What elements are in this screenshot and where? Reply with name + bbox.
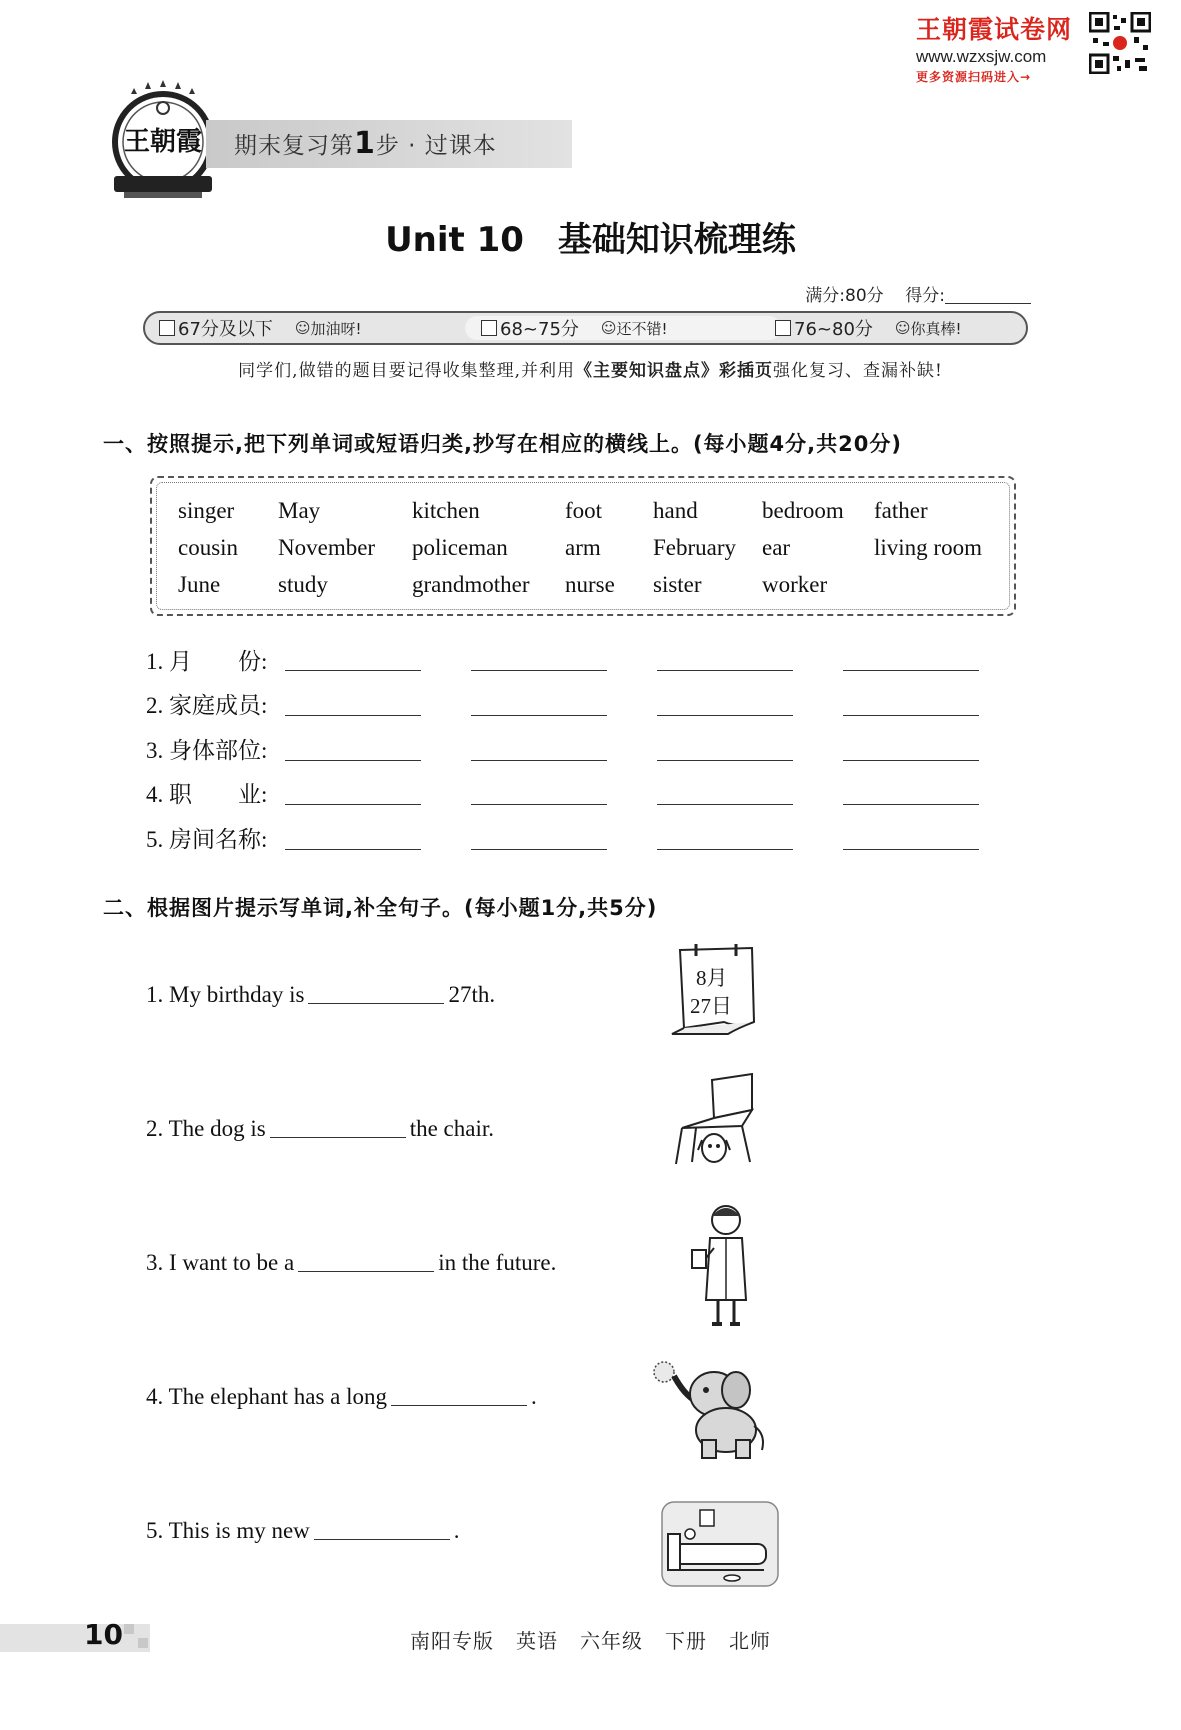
question-3 — [146, 1250, 556, 1276]
word-item: nurse — [565, 572, 615, 597]
page-title: Unit 10 基础知识梳理练 — [385, 220, 796, 260]
banner-step: 1 — [354, 126, 376, 161]
brand-hint: 更多资源扫码进入→ — [916, 70, 1032, 84]
word-item: worker — [762, 572, 828, 597]
banner-prefix: 期末复习第 — [234, 133, 354, 159]
word-item: kitchen — [412, 498, 480, 523]
word-item: foot — [565, 498, 603, 523]
word-bank — [150, 476, 1016, 616]
footer-subject: 英语 — [516, 1631, 558, 1653]
word-item: November — [278, 535, 376, 560]
grade-segment — [159, 316, 459, 340]
question-text-end: 27th. — [448, 982, 496, 1007]
answer-blank[interactable] — [308, 983, 444, 1004]
answer-blank[interactable] — [298, 1251, 434, 1272]
answer-blank[interactable] — [471, 760, 607, 761]
svg-text:王朝霞: 王朝霞 — [123, 127, 203, 157]
calendar-day: 27日 — [690, 994, 732, 1018]
chair-dog-icon — [672, 1070, 762, 1170]
word-item: singer — [178, 498, 235, 523]
answer-blank[interactable] — [843, 760, 979, 761]
qr-code-icon[interactable] — [1089, 12, 1151, 74]
category-label: 4. 职 业: — [146, 782, 268, 807]
answer-blank[interactable] — [285, 760, 421, 761]
grade-segment — [765, 316, 1015, 340]
brand-url[interactable]: www.wzxsjw.com — [916, 47, 1047, 66]
grade-segment — [465, 316, 781, 340]
answer-blank[interactable] — [657, 715, 793, 716]
word-item: cousin — [178, 535, 239, 560]
question-text-end: . — [531, 1384, 537, 1409]
answer-blank[interactable] — [285, 804, 421, 805]
calendar-picture — [668, 942, 764, 1038]
word-item: arm — [565, 535, 601, 560]
answer-blank[interactable] — [285, 670, 421, 671]
tip-bold: 《主要知识盘点》彩插页 — [574, 361, 773, 381]
grade-checkbox[interactable] — [775, 320, 791, 336]
brand-name: 王朝霞试卷网 — [916, 15, 1073, 44]
answer-blank[interactable] — [471, 804, 607, 805]
full-score: 满分:80分 — [805, 286, 884, 306]
answer-blank[interactable] — [285, 715, 421, 716]
word-item: June — [178, 572, 221, 597]
footer-volume: 下册 — [665, 1631, 707, 1653]
grade-mood: 还不错! — [616, 319, 668, 338]
footer-info — [0, 1625, 1181, 1654]
footer-grade: 六年级 — [580, 1631, 643, 1653]
page-number: 10 — [84, 1618, 123, 1651]
elephant-icon — [644, 1354, 774, 1464]
category-label: 5. 房间名称: — [146, 827, 268, 852]
word-item: father — [874, 498, 928, 523]
grade-range: 67分及以下 — [178, 319, 273, 340]
word-item: policeman — [412, 535, 508, 560]
question-5 — [146, 1518, 460, 1544]
word-item: May — [278, 498, 321, 523]
answer-blank[interactable] — [657, 804, 793, 805]
bedroom-icon — [660, 1500, 780, 1588]
question-text-end: the chair. — [409, 1116, 494, 1141]
score-blank[interactable] — [945, 287, 1031, 304]
question-2 — [146, 1116, 494, 1142]
answer-blank[interactable] — [843, 715, 979, 716]
answer-blank[interactable] — [843, 849, 979, 850]
category-label: 2. 家庭成员: — [146, 693, 268, 718]
banner-title — [234, 126, 497, 161]
smiley-icon: ☺ — [894, 319, 911, 337]
question-text: 5. This is my new — [146, 1518, 310, 1543]
doctor-icon — [686, 1200, 756, 1330]
brand-block — [916, 10, 1086, 85]
grade-mood: 你真棒! — [910, 319, 962, 338]
answer-blank[interactable] — [285, 849, 421, 850]
tip-text: 同学们,做错的题目要记得收集整理,并利用 — [238, 361, 575, 381]
question-text-end: . — [453, 1518, 460, 1543]
category-label: 3. 身体部位: — [146, 738, 268, 763]
word-item: bedroom — [762, 498, 844, 523]
wangzhaoxia-logo — [104, 80, 222, 206]
footer-publisher: 北师 — [729, 1631, 771, 1653]
score-line — [805, 281, 1031, 306]
word-item: hand — [653, 498, 698, 523]
grade-range: 68~75分 — [500, 319, 579, 340]
word-item: sister — [653, 572, 702, 597]
answer-blank[interactable] — [657, 670, 793, 671]
word-item: February — [653, 535, 737, 560]
answer-blank[interactable] — [314, 1519, 450, 1540]
question-text: 3. I want to be a — [146, 1250, 295, 1275]
banner-suffix: 步 · 过课本 — [375, 133, 497, 159]
tip-text-end: 强化复习、查漏补缺! — [772, 361, 943, 381]
score-label: 得分: — [905, 286, 945, 306]
word-item: grandmother — [412, 572, 530, 597]
grade-checkbox[interactable] — [481, 320, 497, 336]
study-tip — [0, 356, 1181, 381]
grade-range: 76~80分 — [794, 319, 873, 340]
grade-mood: 加油呀! — [310, 319, 362, 338]
answer-blank[interactable] — [270, 1117, 406, 1138]
answer-blank[interactable] — [843, 804, 979, 805]
answer-blank[interactable] — [657, 849, 793, 850]
answer-blank[interactable] — [843, 670, 979, 671]
question-text-end: in the future. — [438, 1250, 557, 1275]
footer-edition: 南阳专版 — [410, 1631, 494, 1653]
answer-blank[interactable] — [471, 849, 607, 850]
word-item: living room — [874, 535, 982, 560]
grade-checkbox[interactable] — [159, 320, 175, 336]
grade-bar — [143, 311, 1028, 345]
question-text: 2. The dog is — [146, 1116, 266, 1141]
question-text: 1. My birthday is — [146, 982, 305, 1007]
question-1 — [146, 982, 495, 1008]
question-text: 4. The elephant has a long — [146, 1384, 388, 1409]
section-1-heading: 一、按照提示,把下列单词或短语归类,抄写在相应的横线上。(每小题4分,共20分) — [103, 432, 902, 456]
answer-blank[interactable] — [471, 670, 607, 671]
question-4 — [146, 1384, 537, 1410]
word-item: ear — [762, 535, 791, 560]
answer-blank[interactable] — [471, 715, 607, 716]
word-item: study — [278, 572, 328, 597]
answer-blank[interactable] — [657, 760, 793, 761]
smiley-icon: ☺ — [600, 319, 617, 337]
section-2-heading: 二、根据图片提示写单词,补全句子。(每小题1分,共5分) — [103, 896, 658, 920]
answer-blank[interactable] — [391, 1385, 527, 1406]
calendar-month: 8月 — [696, 966, 728, 990]
smiley-icon: ☺ — [294, 319, 311, 337]
category-label: 1. 月 份: — [146, 649, 268, 674]
